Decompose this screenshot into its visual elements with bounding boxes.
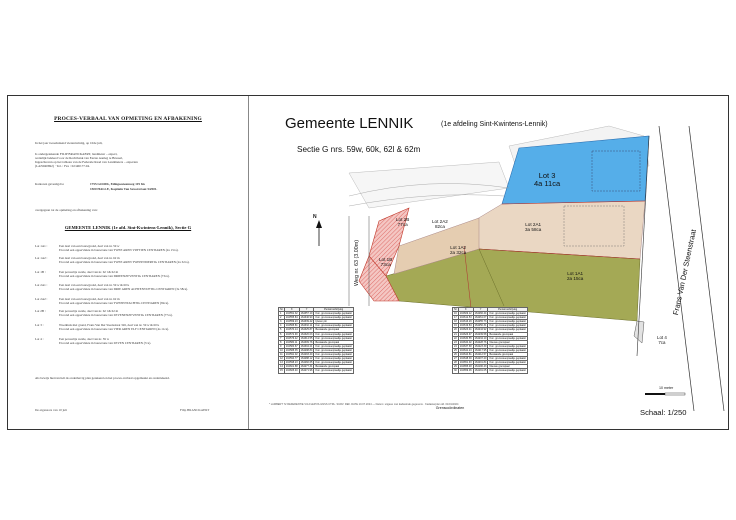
- table-cell: Kon. grenssteenpaaltje geplaatst: [315, 348, 352, 352]
- lot-description-line: Een deel van een bouwgrond, deel van nr. 59 w: [59, 244, 120, 248]
- table-cell: 104644.81: [459, 353, 472, 357]
- document-sheet: [7, 95, 729, 430]
- table-cell: 17: [454, 316, 457, 320]
- table-cell: 22: [454, 336, 457, 340]
- lot-area-line: En rond een oppervlakte in bouwzone van ZEVENENZEVENTIG CENTIAREN (77ca).: [59, 313, 173, 318]
- lot-2a1-label: Lot 2A1 3a 58ca: [525, 222, 542, 232]
- table-cell: 104619.84: [459, 324, 472, 328]
- table-cell: 164196.43: [474, 365, 487, 369]
- lot-1a2-label: Lot 1A2 2a 32ca: [450, 245, 467, 255]
- table-cell: Kon. grenssteenpaaltje geplaatst: [489, 312, 526, 316]
- table-cell: 104551.32: [285, 312, 298, 316]
- table-cell: Kon. grenssteenpaaltje geplaatst: [489, 320, 526, 324]
- table-cell: Ijzeren pin: [314, 320, 353, 324]
- table-cell: 164288.12: [300, 357, 313, 361]
- table-cell: 164212.57: [474, 353, 487, 357]
- pv-paragraph: Is ondergetekende FILIP BRANCKAERT, landmeter – expert,: [35, 152, 118, 156]
- lot-1b-label: Lot 1B 73ca: [379, 257, 393, 267]
- table-cell: 1: [279, 312, 285, 316]
- table-cell: 23: [454, 340, 457, 344]
- table-cell: 164309.76: [300, 340, 313, 344]
- table-cell: Kon. grenssteenpaaltje geplaatst: [315, 357, 352, 361]
- lot-code: Lot 4 :: [35, 337, 44, 341]
- table-cell: Bestaande grenspaal: [488, 332, 527, 336]
- table-cell: 104651.93: [459, 361, 472, 365]
- table-cell: Kon. grenssteenpaaltje geplaatst: [489, 336, 526, 340]
- plan-section: Sectie G nrs. 59w, 60k, 62l & 62m: [297, 145, 421, 154]
- table-row: [279, 369, 354, 373]
- coords-header-cell: X: [284, 308, 299, 312]
- lot-description-line: Een deel van een bouwgrond, deel van nr. 62 m: [59, 297, 120, 301]
- lot-code: Lot 2B :: [35, 309, 46, 313]
- table-cell: 164234.10: [474, 336, 487, 340]
- lot-code: Lot 3 :: [35, 323, 44, 327]
- pv-address-label: Kantoren gevestigd te: [35, 182, 64, 186]
- table-row: [453, 348, 528, 352]
- table-row: [279, 316, 354, 320]
- lot-description-line: Een perceeltje weide, deel van nr. 62 l & 62 m: [59, 270, 119, 274]
- plan-footnote: * LAMBERT 72 REFERENTIE VIA FLEPOS-GNSS CTRL. SURV. REF. DATE 10.07.2024 — Datum: uitgave met kadastrale gegevens · Kadasterplan dd. 01/01/2024: [269, 403, 459, 406]
- table-cell: 104601.88: [285, 365, 298, 369]
- table-cell: 164277.31: [300, 365, 313, 369]
- pv-paragraph: wettelijk bekleed voor de Rechtbank van Eerste Aanleg te Brussel,: [35, 156, 123, 160]
- table-cell: 20: [454, 328, 457, 332]
- scale-label: Schaal: 1/250: [640, 408, 687, 417]
- lot-entry: [35, 337, 245, 347]
- lot-code: Lot 2A2 :: [35, 297, 48, 301]
- lot-entry: [35, 309, 245, 319]
- table-cell: 104626.97: [459, 332, 472, 336]
- table-cell: 4: [279, 324, 285, 328]
- north-label: N: [313, 214, 317, 220]
- scalebar-label: 10 meter: [659, 386, 674, 390]
- table-cell: Kon. grenssteenpaaltje geplaatst: [315, 369, 352, 373]
- table-row: [453, 316, 528, 320]
- coords-header-cell: Nr: [280, 308, 283, 311]
- table-cell: 104659.06: [459, 369, 472, 373]
- weg-label: Weg nr. 63 (3.00m): [354, 239, 360, 286]
- lot-description-line: Een deel van een bouwgrond, deel van nr. 62 m: [59, 256, 120, 260]
- survey-plan: [249, 96, 728, 429]
- lot-area-line: En rond een oppervlakte in bouwzone van ZEVEN CENTIAREN (7ca).: [59, 341, 152, 346]
- lot-area-line: En rond een oppervlakte in bouwzone van DRIEENZEVENTIG CENTIAREN (73ca).: [59, 274, 170, 279]
- table-row: [453, 312, 528, 316]
- road-edge: [689, 126, 724, 411]
- table-cell: 29: [454, 365, 457, 369]
- lot-description: [59, 283, 249, 291]
- table-cell: 104630.55: [459, 336, 472, 340]
- table-row: [453, 336, 528, 340]
- table-row: [279, 344, 354, 348]
- table-cell: 164293.40: [300, 353, 313, 357]
- table-cell: Kon. grenssteenpaaltje geplaatst: [489, 361, 526, 365]
- pv-closing: Als bewijs hiervan heb ik onderhavig plan getekend en het proces-verbaal opgemaakt en ondertekend.: [35, 376, 170, 380]
- table-cell: 12: [280, 357, 283, 361]
- scalebar: [665, 393, 685, 395]
- table-cell: 3: [279, 320, 285, 324]
- table-cell: 104559.23: [285, 320, 298, 324]
- table-cell: Nieuwe grenspaal: [488, 365, 527, 369]
- table-cell: 6: [279, 332, 285, 336]
- lot-description-line: Woonhuis met grond, Frans Van Der Steenstraat 326, deel van nr. 59 w & 60 k: [59, 323, 160, 327]
- table-cell: Kon. grenssteenpaaltje geplaatst: [315, 353, 352, 357]
- table-cell: 164271.96: [300, 369, 313, 373]
- lot-description: [59, 297, 249, 305]
- table-cell: 164255.73: [474, 320, 487, 324]
- lot-description-line: Een perceeltje weide, deel van nr. 59 w: [59, 337, 110, 341]
- pv-paragraph: Ingeschreven op het tableau van de Federale Raad van Landmeters – experten: [35, 160, 138, 164]
- table-row: [279, 353, 354, 357]
- table-row: [279, 332, 354, 336]
- table-cell: 164223.39: [474, 344, 487, 348]
- lot-2b-label: Lot 2B 77ca: [396, 217, 410, 227]
- coords-header-cell: Nr: [454, 308, 457, 311]
- table-cell: 13: [280, 361, 283, 365]
- table-cell: Kon. grenssteenpaaltje geplaatst: [315, 344, 352, 348]
- table-cell: 164217.95: [474, 348, 487, 352]
- lot-2a2-label: Lot 2A2 82ca: [432, 219, 448, 229]
- signature-right: Filip BRANCKAERT: [180, 408, 210, 412]
- table-cell: 104623.41: [459, 328, 472, 332]
- lot-entry: [35, 244, 245, 254]
- table-cell: 21: [454, 332, 457, 336]
- table-cell: 164282.65: [300, 361, 313, 365]
- table-cell: 104634.02: [459, 340, 472, 344]
- table-cell: 104555.84: [285, 316, 298, 320]
- table-cell: 104576.42: [285, 336, 298, 340]
- table-cell: Kon. grenssteenpaaltje geplaatst: [489, 324, 526, 328]
- table-row: [453, 344, 528, 348]
- signature-left: De eigenaars van 10 juli: [35, 408, 68, 412]
- proces-verbaal-panel: [8, 96, 248, 429]
- table-row: [279, 357, 354, 361]
- table-cell: 104591.02: [285, 353, 298, 357]
- table-cell: 104637.68: [459, 344, 472, 348]
- lot-description: [59, 270, 249, 278]
- lot-area-line: En rond een oppervlakte in bouwzone van TWEE AREN TWEEENDERTIG CENTIAREN (2a 32ca).: [59, 260, 190, 265]
- lot-description: [59, 244, 249, 252]
- table-cell: 164346.90: [300, 316, 313, 320]
- coords-header-cell: Y: [473, 308, 488, 312]
- table-cell: 104605.40: [285, 369, 298, 373]
- lot-description-line: Een deel van een bouwgrond, deel van nr. 59 w & 60 k: [59, 283, 130, 287]
- table-cell: Kon. grenssteenpaaltje geplaatst: [315, 324, 352, 328]
- table-cell: Bestaande grenspaal: [314, 365, 353, 369]
- table-cell: 9: [279, 344, 285, 348]
- table-cell: 8: [279, 340, 285, 344]
- table-cell: 11: [280, 353, 283, 357]
- lot-code: Lot 1A2 :: [35, 256, 48, 260]
- table-cell: Kon. grenssteenpaaltje geplaatst: [315, 361, 352, 365]
- table-cell: 164250.31: [474, 324, 487, 328]
- table-cell: Kon. grenssteenpaaltje geplaatst: [315, 332, 352, 336]
- table-row: [279, 324, 354, 328]
- lot-description: [59, 256, 249, 264]
- table-cell: 164244.92: [474, 328, 487, 332]
- lot-code: Lot 1A1 :: [35, 244, 48, 248]
- table-cell: 104609.12: [459, 312, 472, 316]
- coordinate-table-left: [278, 307, 354, 374]
- lot-4-label: Lot 4 7ca: [657, 335, 667, 345]
- table-cell: Kon. grenssteenpaaltje geplaatst: [489, 316, 526, 320]
- table-cell: 10: [280, 348, 283, 352]
- table-cell: 16: [454, 312, 457, 316]
- table-cell: 164228.76: [474, 340, 487, 344]
- lot-area-line: En rond een oppervlakte in bouwzone van VIER AREN ELF CENTIAREN (4a 11ca).: [59, 327, 170, 332]
- table-cell: 164325.87: [300, 328, 313, 332]
- table-cell: 164339.42: [300, 320, 313, 324]
- table-row: [279, 348, 354, 352]
- table-cell: Bestaande grenspaal: [314, 340, 353, 344]
- table-cell: 164314.55: [300, 336, 313, 340]
- lot-description: [59, 309, 249, 317]
- table-cell: 104594.77: [285, 357, 298, 361]
- table-cell: Kon. grenssteenpaaltje geplaatst: [489, 344, 526, 348]
- table-cell: 104584.67: [285, 344, 298, 348]
- plan-title: Gemeente LENNIK: [285, 115, 414, 132]
- table-cell: 15: [280, 369, 283, 373]
- table-cell: 104612.53: [459, 316, 472, 320]
- table-cell: 2: [279, 316, 285, 320]
- table-cell: Bestaande grenspaal: [314, 328, 353, 332]
- table-cell: 164207.20: [474, 357, 487, 361]
- table-cell: 104580.11: [285, 340, 298, 344]
- table-cell: 164298.84: [300, 348, 313, 352]
- pv-title: PROCES-VERBAAL VAN OPMETING EN AFBAKENING: [54, 116, 202, 122]
- table-row: [453, 361, 528, 365]
- table-cell: 30: [454, 369, 457, 373]
- table-cell: 104570.14: [285, 328, 298, 332]
- table-cell: 164357.10: [300, 312, 313, 316]
- table-cell: 5: [279, 328, 285, 332]
- coords-header-cell: Puntomschrijving: [314, 308, 353, 312]
- coords-header-cell: X: [458, 308, 473, 312]
- table-cell: 19: [454, 324, 457, 328]
- table-cell: 164332.11: [300, 324, 313, 328]
- north-arrow-head: [316, 220, 322, 228]
- table-row: [453, 320, 528, 324]
- lot-description: [59, 337, 249, 345]
- table-cell: 104655.48: [459, 365, 472, 369]
- table-cell: 164201.84: [474, 361, 487, 365]
- lot-entry: [35, 270, 245, 280]
- table-cell: 27: [454, 357, 457, 361]
- table-row: [453, 328, 528, 332]
- table-cell: 164191.05: [474, 369, 487, 373]
- table-cell: 18: [454, 320, 457, 324]
- table-cell: 164261.07: [474, 316, 487, 320]
- table-cell: 164320.03: [300, 332, 313, 336]
- pv-address-2: 1500 HALLE, Kapitein Van Savorstraat 54/001.: [90, 187, 158, 191]
- table-cell: 164266.44: [474, 312, 487, 316]
- table-row: [453, 357, 528, 361]
- lot-3-label: Lot 3 4a 11ca: [534, 171, 561, 188]
- lot-description: [59, 323, 249, 331]
- table-cell: Kon. grenssteenpaaltje geplaatst: [315, 316, 352, 320]
- lot-area-line: En rond een oppervlakte in bouwzone van DRIE AREN ACHTENVIJFTIG CENTIAREN (3a 58ca).: [59, 287, 188, 292]
- table-cell: 26: [454, 353, 457, 357]
- table-cell: 104565.81: [285, 324, 298, 328]
- table-cell: 104616.29: [459, 320, 472, 324]
- table-cell: 14: [280, 365, 283, 369]
- coords-header-cell: Puntomschrijving: [488, 308, 527, 312]
- table-row: [279, 336, 354, 340]
- coords-header-cell: Y: [299, 308, 314, 312]
- pv-address-1: 1755 GOOIK, Edingsesteenweg 119 bis: [90, 182, 145, 186]
- table-cell: Nieuwe grenspaal: [488, 340, 527, 344]
- table-cell: Bestaande grenspaal: [488, 353, 527, 357]
- table-cell: Kon. grenssteenpaaltje geplaatst: [489, 348, 526, 352]
- lot-entry: [35, 256, 245, 266]
- table-cell: 7: [279, 336, 285, 340]
- coordinates-caption: Grenscoördinaten: [435, 406, 465, 410]
- table-cell: 104572.90: [285, 332, 298, 336]
- lot-code: Lot 2A1 :: [35, 283, 48, 287]
- scalebar: [645, 393, 665, 395]
- lot-entry: [35, 297, 245, 307]
- lot-code: Lot 1B :: [35, 270, 46, 274]
- lot-entry: [35, 323, 245, 333]
- table-cell: 104641.24: [459, 348, 472, 352]
- table-cell: 28: [454, 361, 457, 365]
- plan-subtitle: (1e afdeling Sint-Kwintens-Lennik): [441, 121, 548, 128]
- table-cell: 164239.58: [474, 332, 487, 336]
- table-cell: Kon. grenssteenpaaltje geplaatst: [315, 312, 352, 316]
- lot-1a1-label: Lot 1A1 2a 15ca: [567, 271, 584, 281]
- table-row: [279, 361, 354, 365]
- table-cell: Kon. grenssteenpaaltje geplaatst: [489, 369, 526, 373]
- coordinate-table-right: [452, 307, 528, 374]
- lot-description-line: Een perceeltje weide, deel van nr. 62 l & 62 m: [59, 309, 119, 313]
- pv-paragraph: overgegaan tot de opmeting en afbakening van:: [35, 208, 98, 212]
- table-cell: 104588.35: [285, 348, 298, 352]
- table-cell: Kon. grenssteenpaaltje geplaatst: [489, 328, 526, 332]
- lot-area-line: En rond een oppervlakte in bouwzone van TWEEENTACHTIG CENTIAREN (82ca).: [59, 301, 169, 306]
- table-row: [453, 369, 528, 373]
- table-cell: 164304.21: [300, 344, 313, 348]
- table-cell: 104648.39: [459, 357, 472, 361]
- table-cell: Kon. grenssteenpaaltje geplaatst: [315, 336, 352, 340]
- table-row: [279, 312, 354, 316]
- street-name: Frans Van Der Steenstraat: [671, 228, 698, 316]
- table-cell: 24: [454, 344, 457, 348]
- lot-area-line: En rond een oppervlakte in bouwzone van TWEE AREN VIJFTIEN CENTIAREN (2a 15ca).: [59, 248, 179, 253]
- table-row: [453, 324, 528, 328]
- pv-paragraph: (LAN040692) · Tel. : Fax : 02/460.77.04.: [35, 164, 90, 168]
- table-cell: Kon. grenssteenpaaltje geplaatst: [489, 357, 526, 361]
- pv-paragraph: In het jaar tweeduizend vierentwintig, op 10de juli,: [35, 141, 103, 145]
- table-cell: 25: [454, 348, 457, 352]
- pv-subtitle: GEMEENTE LENNIK (1e afd. Sint-Kwintens-Lennik), Sectie G: [64, 225, 192, 230]
- lot-entry: [35, 283, 245, 293]
- table-cell: 104598.23: [285, 361, 298, 365]
